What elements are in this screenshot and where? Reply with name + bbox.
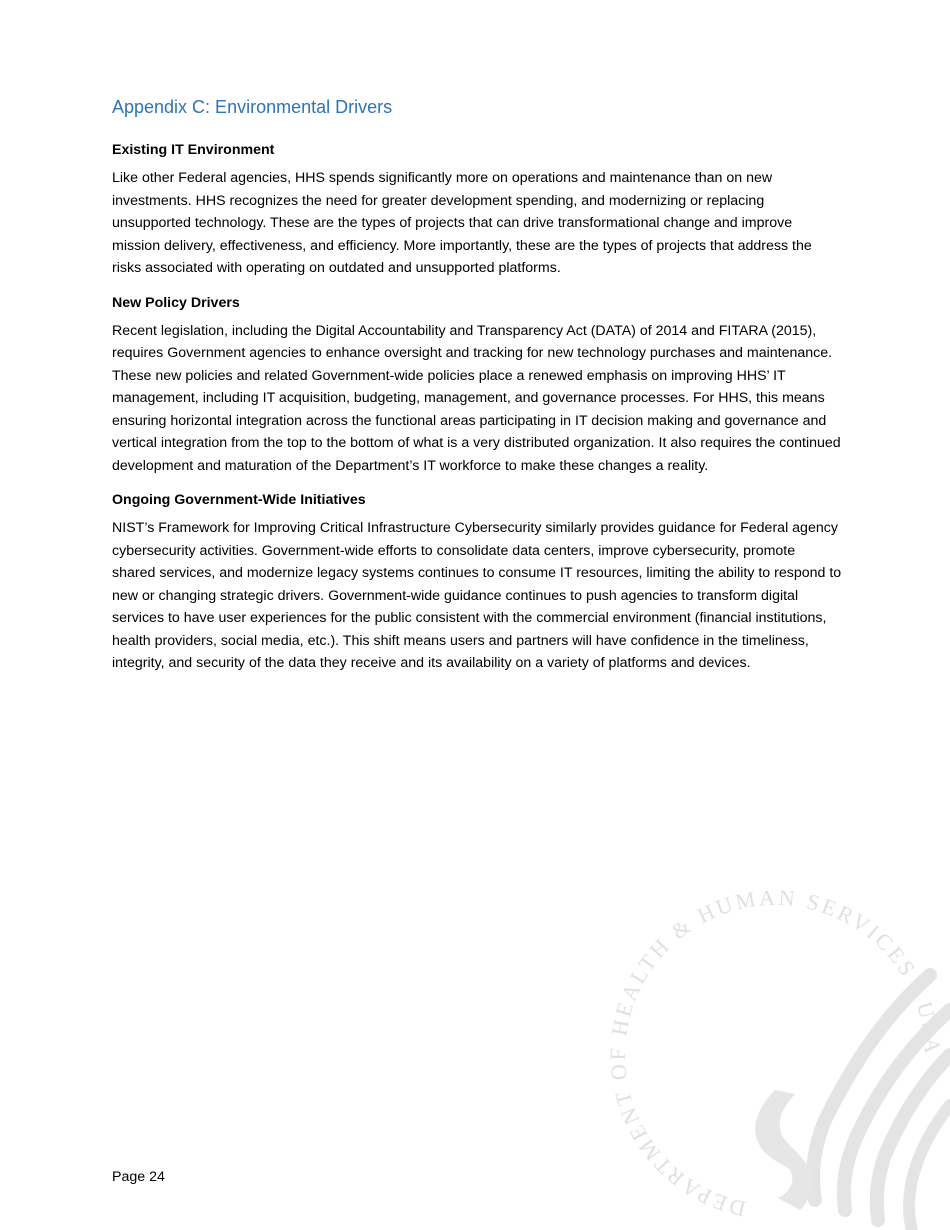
page-number: Page 24 xyxy=(112,1169,165,1185)
section-body: Recent legislation, including the Digital Accountability and Transparency Act (DATA) of 2014 and FITARA (2015), requires Government agencies to enhance oversight and tracking for new technology purchases and maintenance. These new policies and related Government-wide policies place a renewed emphasis on improving HHS’ IT management, including IT acquisition, budgeting, management, and governance processes. For HHS, this means ensuring horizontal integration across the functional areas participating in IT decision making and governance and vertical integration from the top to the bottom of what is a very distributed organization. It also requires the continued development and maturation of the Department’s IT workforce to make these changes a reality. xyxy=(112,322,841,474)
seal-text: DEPARTMENT OF HEALTH & HUMAN SERVICES · USA xyxy=(604,884,946,1223)
section-heading: Existing IT Environment xyxy=(112,142,275,158)
section-body: NIST’s Framework for Improving Critical Infrastructure Cybersecurity similarly provides guidance for Federal agency cybersecurity activities. Government-wide efforts to consolidate data centers, improve cybersecurity, promote shared services, and modernize legacy systems continues to consume IT resources, limiting the ability to respond to new or changing strategic drivers. Government-wide guidance continues to push agencies to transform digital services to have user experiences for the public consistent with the commercial environment (financial institutions, health providers, social media, etc.). This shift means users and partners will have confidence in the timeliness, integrity, and security of the data they receive and its availability on a variety of platforms and devices. xyxy=(112,520,842,671)
section-existing-it-environment xyxy=(112,139,842,280)
section-body: Like other Federal agencies, HHS spends significantly more on operations and maintenance than on new investments. HHS recognizes the need for greater development spending, and modernizing or replacing unsupported technology. These are the types of projects that can drive transformational change and improve mission delivery, effectiveness, and efficiency. More importantly, these are the types of projects that address the risks associated with operating on outdated and unsupported platforms. xyxy=(112,170,812,276)
seal-profile-icon xyxy=(755,1090,812,1210)
section-heading: Ongoing Government-Wide Initiatives xyxy=(112,492,366,508)
section-new-policy-drivers xyxy=(112,292,842,478)
hhs-seal-icon xyxy=(600,880,950,1230)
section-heading: New Policy Drivers xyxy=(112,294,240,311)
document-content xyxy=(112,94,842,687)
appendix-title: Appendix C: Environmental Drivers xyxy=(112,97,393,117)
section-ongoing-initiatives xyxy=(112,489,842,675)
